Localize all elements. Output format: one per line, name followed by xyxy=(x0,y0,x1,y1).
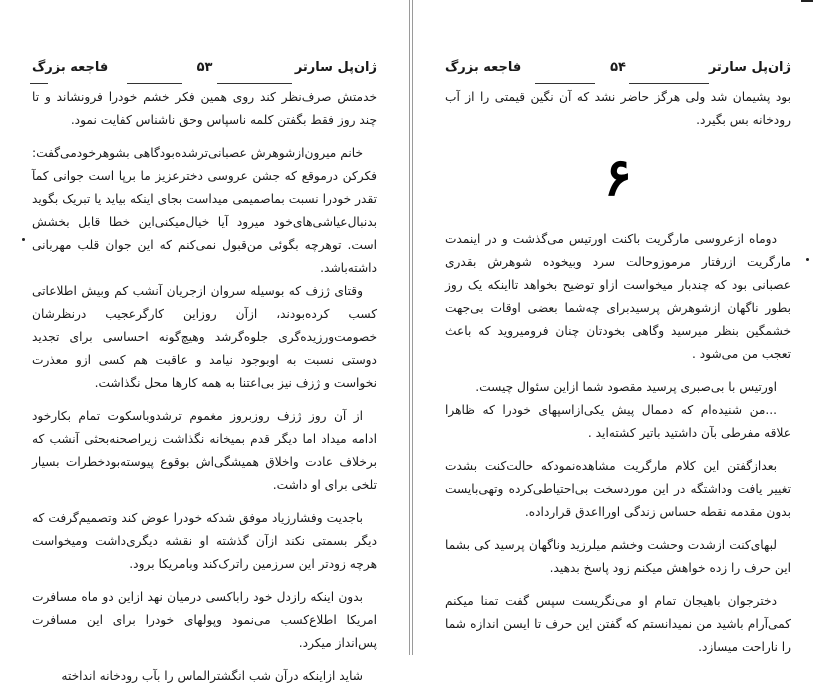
right-page-header xyxy=(445,60,791,84)
header-rule xyxy=(30,83,48,84)
right-page-top-lines xyxy=(445,86,791,132)
paragraph: دخترجوان باهیجان تمام او می‌نگریست سپس گفت تمنا میکنم کمی‌آرام باشید من نمیدانستم که گفتن این حرف تا ایسن اندازه شما را ناراحت میسازد. xyxy=(445,594,791,654)
running-head-author: ژان‌پل سارتر xyxy=(708,60,791,75)
page-number: ۵۳ xyxy=(196,60,213,75)
header-rule xyxy=(127,83,182,84)
left-page-body xyxy=(32,86,377,688)
paragraph: اورتیس با بی‌صبری پرسید مقصود شما ازاین سئوال چیست. xyxy=(475,380,777,394)
paragraph: وقتای ژزف که بوسیله سروان ازجریان آنشب کم وبیش اطلاعاتی کسب کرده‌بودند، ازآن روزاین کارگرعجیب درنظرشان خصومت‌ورزیده‌گری جلوه‌گرشد وهیچ‌گونه احساسی برای تجدید دوستی نسبت به اوبوجود نیامد و عاقبت هم کسی ازو معذرت نخواست و ژزف نیز بی‌اعتنا به همه کارها محل نگذاشت. xyxy=(32,284,377,390)
page-speck xyxy=(22,238,25,241)
page-speck xyxy=(806,258,809,261)
paragraph: دوماه ازعروسی مارگریت باکنت اورتیس می‌گذشت و در اینمدت مارگریت ازرفتار مرموزوحالت سرد وبیخوده شوهرش بقدری عصبانی بود که چندبار میخواست ازاو توضیح بخواهد تااینکه یک روز بطور ناگهان ازشوهرش پرسیدبرای چه‌شما بعضی اوقات بی‌جهت خشمگین بنظر میرسید وگاهی بخودتان چنان فرومیروید که باعث تعجب من می‌شود . xyxy=(445,232,791,361)
paragraph: بود پشیمان شد ولی هرگز حاضر نشد که آن نگین قیمتی را از آب رودخانه بس بگیرد. xyxy=(445,90,791,127)
paragraph: خانم میرون‌ازشوهرش عصبانی‌ترشده‌بودگاهی بشوهرخودمی‌گفت: فکرکن درموقع که جشن عروسی دخترعزیز ما برپا است جوانی کمآ تقدر خودرا نسبت بماصمیمی میداست بجای اینکه بیاید یا تبریک بگوید بدنبال‌عیاشی‌های‌خود میرود آیا خیال‌میکنی‌این خطا قابل بخشش است. توهرچه بگوئی من‌قبول نمی‌کنم که این جوان قلب مهربانی داشته‌باشد. xyxy=(32,146,377,275)
running-head-author: ژان‌پل سارتر xyxy=(294,60,377,75)
paragraph: لبهای‌کنت ازشدت وحشت وخشم میلرزید وناگهان پرسید کی بشما این حرف را زده خواهش میکنم زود پاسخ بدهید. xyxy=(445,538,791,575)
header-rule xyxy=(535,83,595,84)
header-rule xyxy=(217,83,292,84)
right-page xyxy=(412,0,823,655)
paragraph: باجدیت وفشارزیاد موفق شدکه خودرا عوض کند وتصمیم‌گرفت که دیگر بسمتی نکند ازآن گذشته او نقشه دیگری‌داشت ومیخواست هرچه زودتر این سرزمین راترک‌کند و‌بامریکا برود. xyxy=(32,511,377,571)
running-head-title: فاجعه بزرگ xyxy=(32,60,109,75)
header-rule xyxy=(629,83,709,84)
left-page-header xyxy=(32,60,377,84)
paragraph: ...من شنیده‌ام که دممال پیش یکی‌ازاسپهای خودرا که ظاهرا علاقه مفرطی بآن داشتید باتیر کشته‌اید . xyxy=(445,403,791,440)
paragraph: شاید ازاینکه درآن شب انگشترالماس را بآب رودخانه انداخته xyxy=(61,669,363,683)
paragraph: بعدازگفتن این کلام مارگریت مشاهده‌نمودکه حالت‌کنت بشدت تغییر یافت وداشتگه در این موردسخت بی‌احتیاطی‌کرده و‌تهی‌بایست بدون مقدمه نقطه حساس زندگی اورااعدق قرارداده. xyxy=(445,459,791,519)
page-number: ۵۴ xyxy=(610,60,626,75)
corner-mark xyxy=(801,0,813,2)
paragraph: از آن روز ژزف روزبروز مغموم ترشدوباسکوت تمام بکارخود ادامه میداد اما دیگر قدم بمیخانه نگذاشت زیراصحنه‌بحثی آنشب که برخلاف عادت واخلاق همیشگی‌اش بوقوع پیوسته‌بودخطرات بسیار تلخی برای او داشت. xyxy=(32,409,377,492)
paragraph: خدمتش صرف‌نظر کند روی همین فکر خشم خودرا فرونشاند و تا چند روز فقط بگفتن کلمه ناسپاس وحق ناشناس کفایت نمود. xyxy=(32,90,377,127)
paragraph: بدون اینکه رازدل خود راباکسی درمیان نهد ازاین دو ماه مسافرت امریکا اطلاع‌کسب می‌نمود وپولهای خودرا برای این مسافرت پس‌انداز میکرد. xyxy=(32,590,377,650)
running-head-title: فاجعه بزرگ xyxy=(445,60,522,75)
right-page-body xyxy=(445,228,791,659)
left-page xyxy=(0,0,410,683)
chapter-number: ۶ xyxy=(604,147,632,208)
